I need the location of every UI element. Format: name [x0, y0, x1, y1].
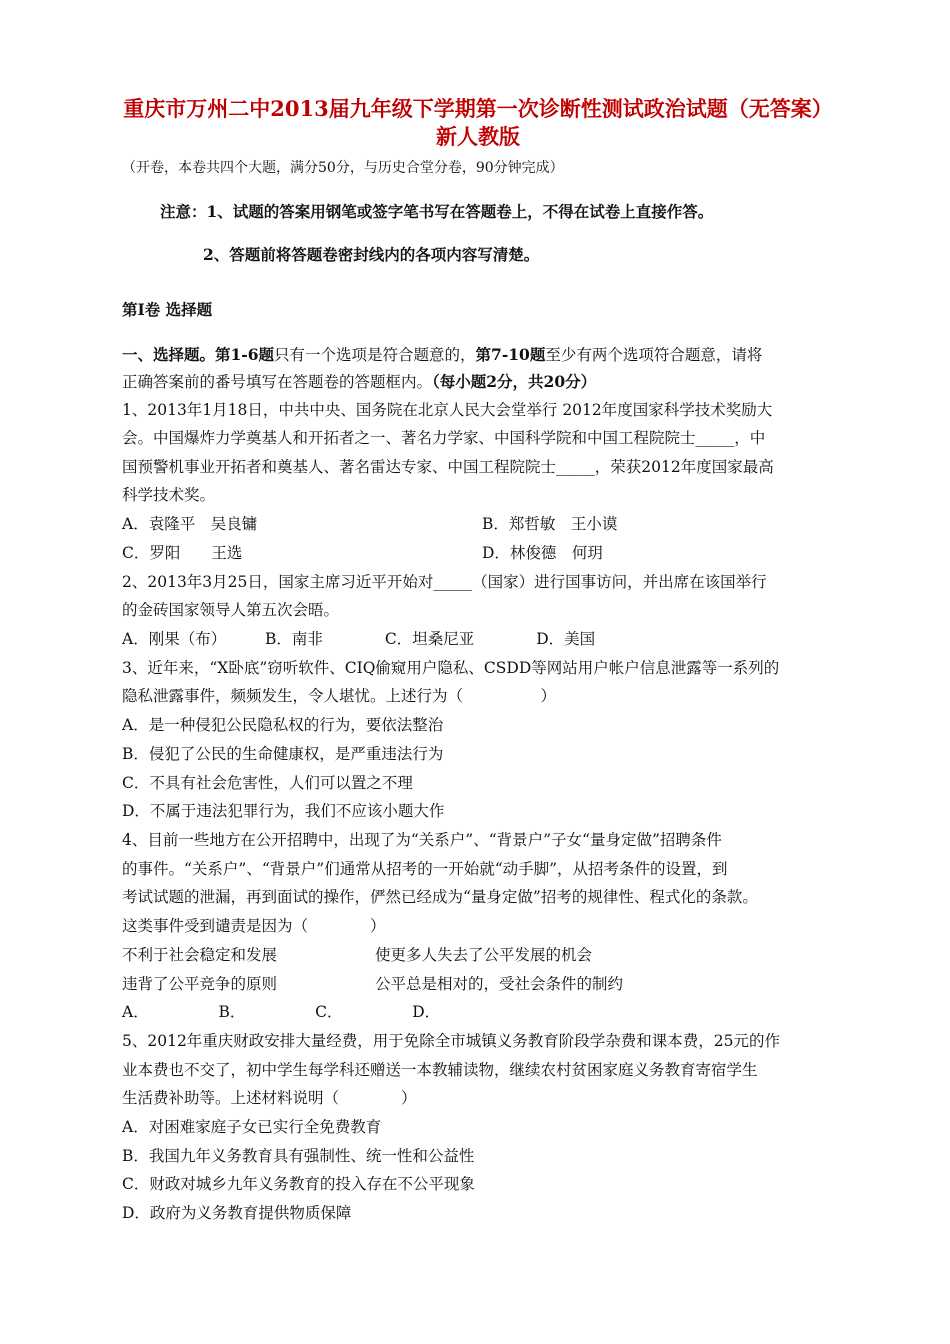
q5-text: 5、2012年重庆财政安排大量经费，用于免除全市城镇义务教育阶段学杂费和课本费，25元的作 [122, 1032, 781, 1050]
instruction-line-2 [122, 372, 596, 392]
q4-statement: 公平总是相对的，受社会条件的制约 [375, 975, 624, 993]
q3-option-a: A．是一种侵犯公民隐私权的行为，要依法整治 [122, 716, 444, 734]
q4-text: 4、目前一些地方在公开招聘中，出现了为“关系户”、“背景户”子女“量身定做”招聘条件 [122, 831, 722, 849]
instr-part: （每小题2分，共20分） [432, 372, 597, 391]
q5-option-a: A．对困难家庭子女已实行全免费教育 [122, 1118, 382, 1136]
note-1: 注意：1、试题的答案用钢笔或签字笔书写在答题卷上，不得在试卷上直接作答。 [160, 202, 714, 221]
instr-part: 至少有两个选项符合题意，请将 [545, 346, 763, 364]
q5-text: 生活费补助等。上述材料说明（ ） [122, 1089, 417, 1107]
q1-option-c: C．罗阳 王选 [122, 544, 243, 562]
q1-text: 会。中国爆炸力学奠基人和开拓者之一、著名力学家、中国科学院和中国工程院院士_____，中 [122, 429, 766, 447]
q1-text: 国预警机事业开拓者和奠基人、著名雷达专家、中国工程院院士_____，荣获2012年度国家最高 [122, 458, 774, 476]
instr-part: 一、选择题。第1-6题 [122, 345, 275, 364]
q3-option-c: C．不具有社会危害性，人们可以置之不理 [122, 774, 413, 792]
q2-text: 2、2013年3月25日，国家主席习近平开始对_____（国家）进行国事访问，并出席在该国举行 [122, 573, 767, 591]
q1-text: 1、2013年1月18日，中共中央、国务院在北京人民大会堂举行 2012年度国家科学技术奖励大 [122, 401, 773, 419]
instr-part: 只有一个选项是符合题意的， [274, 346, 476, 364]
q5-text: 业本费也不交了，初中学生每学科还赠送一本教辅读物，继续农村贫困家庭义务教育寄宿学生 [122, 1061, 758, 1079]
q4-statement: 不利于社会稳定和发展 [122, 946, 278, 964]
section-heading: 第Ⅰ卷 选择题 [122, 300, 213, 319]
q4-statement: 违背了公平竞争的原则 [122, 975, 278, 993]
q3-option-b: B．侵犯了公民的生命健康权，是严重违法行为 [122, 745, 444, 763]
q3-option-d: D．不属于违法犯罪行为，我们不应该小题大作 [122, 802, 445, 820]
q1-option-a: A．袁隆平 吴良镛 [122, 515, 258, 533]
q5-option-c: C．财政对城乡九年义务教育的投入存在不公平现象 [122, 1175, 475, 1193]
q3-text: 3、近年来，“X卧底”窃听软件、CIQ偷窥用户隐私、CSDD等网站用户帐户信息泄露等一系列的 [122, 659, 780, 677]
q4-options: A． B． C． D． [122, 1003, 441, 1021]
q4-text: 考试试题的泄漏，再到面试的操作，俨然已经成为“量身定做”招考的规律性、程式化的条款。 [122, 888, 758, 906]
instruction-line-1 [122, 345, 762, 365]
q1-option-d: D．林俊德 何玥 [482, 544, 603, 562]
q2-text: 的金砖国家领导人第五次会晤。 [122, 601, 340, 619]
q4-text: 这类事件受到谴责是因为（ ） [122, 917, 386, 935]
q5-option-b: B．我国九年义务教育具有强制性、统一性和公益性 [122, 1147, 475, 1165]
note-2: 2、答题前将答题卷密封线内的各项内容写清楚。 [203, 245, 540, 264]
instr-part: 正确答案前的番号填写在答题卷的答题框内。 [122, 373, 433, 391]
instr-part: 第7-10题 [475, 345, 546, 364]
q1-text: 科学技术奖。 [122, 486, 216, 504]
q3-text: 隐私泄露事件，频频发生，令人堪忧。上述行为（ ） [122, 687, 557, 705]
q1-option-b: B．郑哲敏 王小谟 [482, 515, 618, 533]
q4-text: 的事件。“关系户”、“背景户”们通常从招考的一开始就“动手脚”，从招考条件的设置，到 [122, 860, 728, 878]
exam-intro: （开卷，本卷共四个大题，满分50分，与历史合堂分卷，90分钟完成） [122, 160, 564, 176]
q2-options: A．刚果（布） B．南非 C．坦桑尼亚 D．美国 [122, 630, 596, 648]
page-title: 重庆市万州二中2013届九年级下学期第一次诊断性测试政治试题（无答案） 新人教版 [123, 96, 833, 149]
q5-option-d: D．政府为义务教育提供物质保障 [122, 1204, 352, 1222]
q4-statement: 使更多人失去了公平发展的机会 [375, 946, 593, 964]
